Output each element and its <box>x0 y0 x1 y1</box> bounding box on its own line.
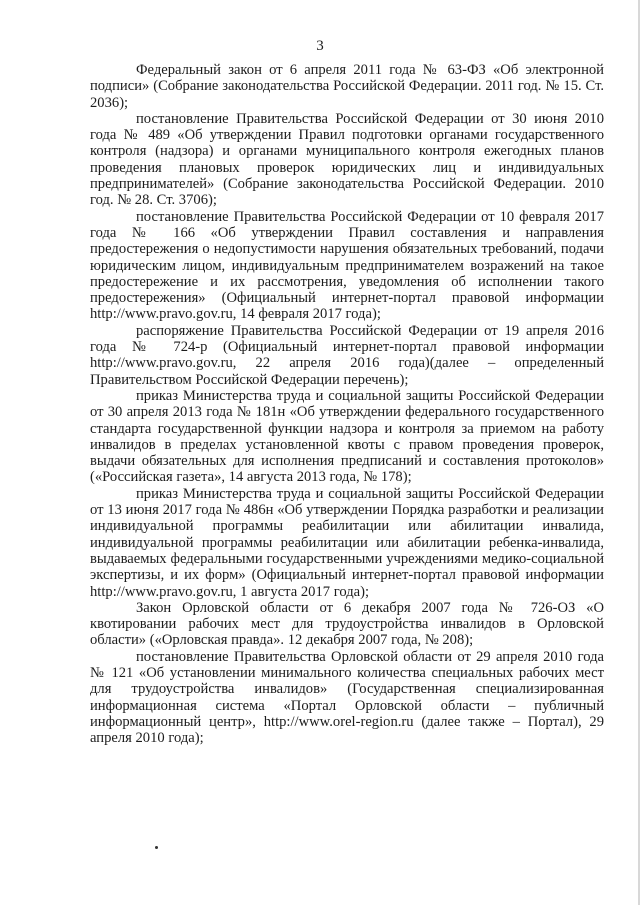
paragraph-oryol-resolution-121: постановление Правительства Орловской области от 29 апреля 2010 года № 121 «Об установлении минимального количества специальных рабочих мест для трудоустройства инвалидов» (Государственная специализированная информационная система «Портал Орловской области – публичный информационный центр», http://www.orel-region.ru (далее также – Портал), 29 апреля 2010 года); <box>90 648 604 747</box>
document-body <box>90 62 604 746</box>
paragraph-resolution-489: постановление Правительства Российской Федерации от 30 июня 2010 года № 489 «Об утверждении Правил подготовки органами государственного контроля (надзора) и органами муниципального контроля ежегодных планов проведения плановых проверок юридических лиц и индивидуальных предпринимателей» (Собрание законодательства Российской Федерации. 2010 год. № 28. Ст. 3706); <box>90 110 604 209</box>
paragraph-resolution-166: постановление Правительства Российской Федерации от 10 февраля 2017 года № 166 «Об утверждении Правил составления и направления предостережения о недопустимости нарушения обязательных требований, подачи юридическим лицом, индивидуальным предпринимателем возражений на такое предостережение и их рассмотрения, уведомления об исполнении такого предостережения» (Официальный интернет-портал правовой информации http://www.pravo.gov.ru, 14 февраля 2017 года); <box>90 208 604 323</box>
paragraph-order-181n: приказ Министерства труда и социальной защиты Российской Федерации от 30 апреля 2013 года № 181н «Об утверждении федерального государственного стандарта государственной функции надзора и контроля за приемом на работу инвалидов в пределах установленной квоты с правом проведения проверок, выдачи обязательных для исполнения предписаний и составления протоколов» («Российская газета», 14 августа 2013 года, № 178); <box>90 387 604 486</box>
page-number: 3 <box>316 38 324 54</box>
paragraph-electronic-signature-law: Федеральный закон от 6 апреля 2011 года № 63-ФЗ «Об электронной подписи» (Собрание законодательства Российской Федерации. 2011 год. № 15. Ст. 2036); <box>90 62 604 111</box>
scan-speck <box>155 846 158 849</box>
paragraph-order-724-r: распоряжение Правительства Российской Федерации от 19 апреля 2016 года № 724-р (Официальный интернет-портал правовой информации http://www.pravo.gov.ru, 22 апреля 2016 года)(далее – определенный Правительством Российской Федерации перечень); <box>90 322 604 388</box>
paragraph-order-486n: приказ Министерства труда и социальной защиты Российской Федерации от 13 июня 2017 года № 486н «Об утверждении Порядка разработки и реализации индивидуальной программы реабилитации или абилитации инвалида, индивидуальной программы реабилитации или абилитации ребенка-инвалида, выдаваемых федеральными государственными учреждениями медико-социальной экспертизы, и их форм» (Официальный интернет-портал правовой информации http://www.pravo.gov.ru, 1 августа 2017 года); <box>90 485 604 600</box>
paragraph-oryol-law-726-oz: Закон Орловской области от 6 декабря 2007 года № 726-ОЗ «О квотировании рабочих мест для трудоустройства инвалидов в Орловской области» («Орловская правда». 12 декабря 2007 года, № 208); <box>90 599 604 649</box>
